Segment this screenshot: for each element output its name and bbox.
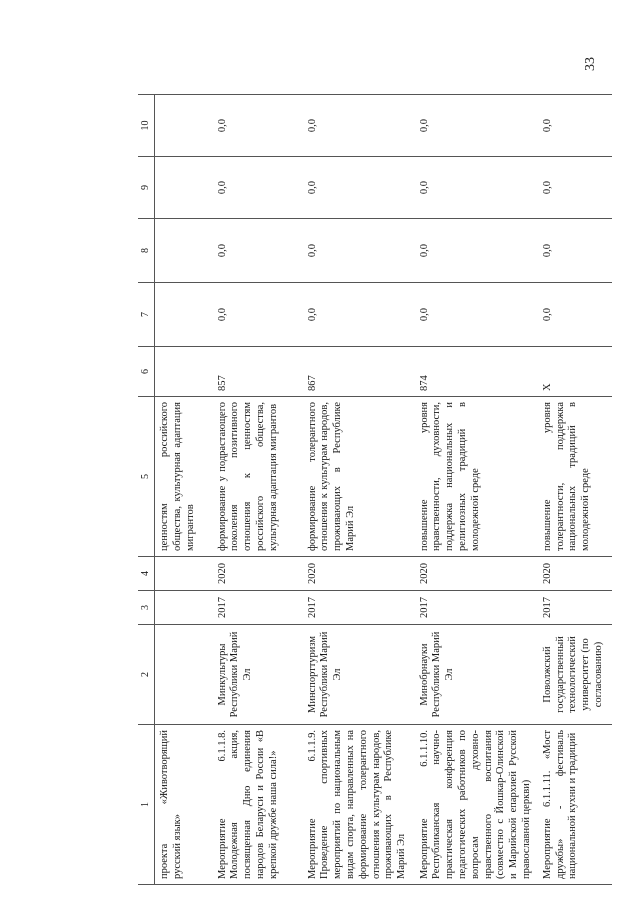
value-col-8: 0,0 bbox=[538, 219, 612, 283]
value-col-8: 0,0 bbox=[213, 219, 303, 283]
expected-result: формирование у подрастающего поколения позитивного отношения к ценностям российского общества, культурная адаптация мигрантов bbox=[213, 397, 303, 557]
value-col-9: 0,0 bbox=[303, 157, 415, 219]
activity-name: проекта «Животворящий русский язык» bbox=[155, 725, 213, 885]
expected-result: ценностям российского общества, культурная адаптация мигрантов bbox=[155, 397, 213, 557]
activity-name: Мероприятие 6.1.1.8. Молодежная акция, посвященная Дню единения народов Беларуси и России «В крепкой дружбе наша сила!» bbox=[213, 725, 303, 885]
header-col-5: 5 bbox=[138, 397, 155, 557]
header-col-4: 4 bbox=[138, 557, 155, 591]
value-col-8: 0,0 bbox=[415, 219, 538, 283]
start-year: 2017 bbox=[213, 591, 303, 625]
header-col-3: 3 bbox=[138, 591, 155, 625]
header-row bbox=[138, 95, 155, 885]
value-col-10: 0,0 bbox=[213, 95, 303, 157]
header-col-9: 9 bbox=[138, 157, 155, 219]
header-col-8: 8 bbox=[138, 219, 155, 283]
activity-name: Мероприятие 6.1.1.9. Проведение спортивных мероприятий по национальным видам спорта, направленных на формирование толерантного отношения к культурам народов, проживающих в Республике Марий Эл bbox=[303, 725, 415, 885]
table-row bbox=[303, 95, 415, 885]
responsible-executor bbox=[155, 625, 213, 725]
expected-result: повышение уровня толерантности, поддержка национальных традиций в молодежной среде bbox=[538, 397, 612, 557]
value-col-9: 0,0 bbox=[538, 157, 612, 219]
value-col-10: 0,0 bbox=[415, 95, 538, 157]
activity-name: Мероприятие 6.1.1.11. «Мост дружбы» - фестиваль национальной кухни и традиций bbox=[538, 725, 612, 885]
header-col-2: 2 bbox=[138, 625, 155, 725]
end-year: 2020 bbox=[303, 557, 415, 591]
header-col-7: 7 bbox=[138, 283, 155, 347]
start-year: 2017 bbox=[538, 591, 612, 625]
end-year: 2020 bbox=[213, 557, 303, 591]
program-activities-table bbox=[138, 94, 612, 885]
value-col-9: 0,0 bbox=[213, 157, 303, 219]
header-col-1: 1 bbox=[138, 725, 155, 885]
end-year bbox=[155, 557, 213, 591]
responsible-executor: Минкультуры Республики Марий Эл bbox=[213, 625, 303, 725]
value-col-9 bbox=[155, 157, 213, 219]
responsible-executor: Поволжский государственный технологический университет (по согласованию) bbox=[538, 625, 612, 725]
budget-code: Х bbox=[538, 347, 612, 397]
responsible-executor: Минспорттуризм Республики Марий Эл bbox=[303, 625, 415, 725]
end-year: 2020 bbox=[415, 557, 538, 591]
value-col-7: 0,0 bbox=[303, 283, 415, 347]
budget-code: 874 bbox=[415, 347, 538, 397]
value-col-7: 0,0 bbox=[415, 283, 538, 347]
value-col-10: 0,0 bbox=[538, 95, 612, 157]
end-year: 2020 bbox=[538, 557, 612, 591]
value-col-7: 0,0 bbox=[538, 283, 612, 347]
responsible-executor: Минобрнауки Республики Марий Эл bbox=[415, 625, 538, 725]
value-col-9: 0,0 bbox=[415, 157, 538, 219]
table-row bbox=[538, 95, 612, 885]
budget-code bbox=[155, 347, 213, 397]
table-row bbox=[213, 95, 303, 885]
start-year bbox=[155, 591, 213, 625]
expected-result: повышение уровня нравственности, духовности, поддержка национальных и религиозных традиций в молодежной среде bbox=[415, 397, 538, 557]
value-col-8: 0,0 bbox=[303, 219, 415, 283]
page-number: 33 bbox=[583, 57, 598, 71]
start-year: 2017 bbox=[303, 591, 415, 625]
header-col-6: 6 bbox=[138, 347, 155, 397]
value-col-10 bbox=[155, 95, 213, 157]
header-col-10: 10 bbox=[138, 95, 155, 157]
table-row bbox=[155, 95, 213, 885]
value-col-10: 0,0 bbox=[303, 95, 415, 157]
activity-name: Мероприятие 6.1.1.10. Республиканская научно-практическая конференция педагогических работников по вопросам духовно-нравственного воспитания (совместно с Йошкар-Олинской и Марийской епархией Русской православной церкви) bbox=[415, 725, 538, 885]
expected-result: формирование толерантного отношения к культурам народов, проживающих в Республике Марий Эл bbox=[303, 397, 415, 557]
table-row bbox=[415, 95, 538, 885]
value-col-7: 0,0 bbox=[213, 283, 303, 347]
rotated-table-container bbox=[138, 95, 608, 885]
start-year: 2017 bbox=[415, 591, 538, 625]
value-col-8 bbox=[155, 219, 213, 283]
budget-code: 857 bbox=[213, 347, 303, 397]
value-col-7 bbox=[155, 283, 213, 347]
budget-code: 867 bbox=[303, 347, 415, 397]
